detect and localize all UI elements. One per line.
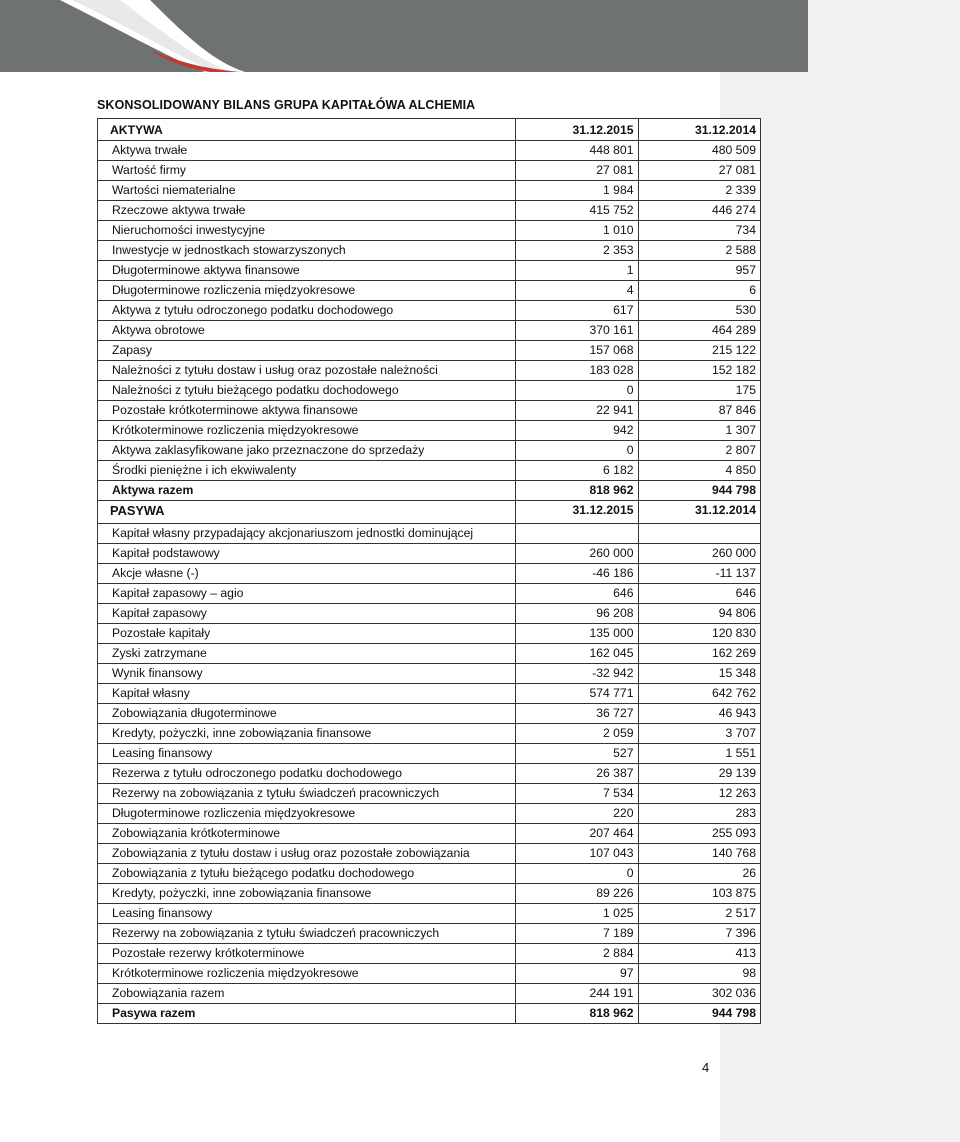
table-row (98, 904, 761, 924)
table-row (98, 784, 761, 804)
row-label: Należności z tytułu dostaw i usług oraz pozostałe należności (98, 361, 516, 381)
table-row (98, 161, 761, 181)
value-2014: 29 139 (638, 764, 761, 784)
pasywa-header-label: PASYWA (98, 501, 516, 524)
value-2014: 6 (638, 281, 761, 301)
row-label: Długoterminowe rozliczenia międzyokresowe (98, 804, 516, 824)
table-row (98, 964, 761, 984)
value-2014: 734 (638, 221, 761, 241)
value-2014: 7 396 (638, 924, 761, 944)
table-row (98, 624, 761, 644)
value-2014: 12 263 (638, 784, 761, 804)
table-row (98, 201, 761, 221)
table-row (98, 744, 761, 764)
value-2014: -11 137 (638, 564, 761, 584)
value-2014: 413 (638, 944, 761, 964)
row-label: Krótkoterminowe rozliczenia międzyokresowe (98, 421, 516, 441)
table-row (98, 401, 761, 421)
aktywa-total-row (98, 481, 761, 501)
table-row (98, 924, 761, 944)
krotko-header-v2: 255 093 (638, 824, 761, 844)
row-label: Rzeczowe aktywa trwałe (98, 201, 516, 221)
kapital-total-label: Kapitał własny (98, 684, 516, 704)
row-label: Pozostałe kapitały (98, 624, 516, 644)
table-row (98, 421, 761, 441)
balance-sheet-table (97, 118, 761, 1024)
row-label: Nieruchomości inwestycyjne (98, 221, 516, 241)
row-label: Zobowiązania z tytułu bieżącego podatku dochodowego (98, 864, 516, 884)
row-label: Akcje własne (-) (98, 564, 516, 584)
table-row (98, 844, 761, 864)
value-2015: 448 801 (516, 141, 638, 161)
dlugo-header-v1: 36 727 (516, 704, 638, 724)
row-label: Pozostałe rezerwy krótkoterminowe (98, 944, 516, 964)
table-row (98, 301, 761, 321)
table-row (98, 381, 761, 401)
row-label: Rezerwy na zobowiązania z tytułu świadczeń pracowniczych (98, 924, 516, 944)
value-2014: 15 348 (638, 664, 761, 684)
row-label: Zyski zatrzymane (98, 644, 516, 664)
table-row (98, 261, 761, 281)
zobowiazania-total-v1: 244 191 (516, 984, 638, 1004)
value-2014: 103 875 (638, 884, 761, 904)
row-label: Kapitał zapasowy (98, 604, 516, 624)
value-2014: 215 122 (638, 341, 761, 361)
value-2014: 98 (638, 964, 761, 984)
value-2015: 415 752 (516, 201, 638, 221)
pasywa-total-row (98, 1004, 761, 1024)
value-2014: 2 807 (638, 441, 761, 461)
table-row (98, 764, 761, 784)
value-2015: 157 068 (516, 341, 638, 361)
value-2015: 527 (516, 744, 638, 764)
value-2015: 1 010 (516, 221, 638, 241)
table-row (98, 884, 761, 904)
row-label: Kredyty, pożyczki, inne zobowiązania finansowe (98, 724, 516, 744)
pasywa-total-v1: 818 962 (516, 1004, 638, 1024)
table-row (98, 321, 761, 341)
zobowiazania-total-label: Zobowiązania razem (98, 984, 516, 1004)
value-2015: 2 353 (516, 241, 638, 261)
value-2014: 2 339 (638, 181, 761, 201)
row-label: Wartości niematerialne (98, 181, 516, 201)
value-2014: 120 830 (638, 624, 761, 644)
row-label: Pozostałe krótkoterminowe aktywa finansowe (98, 401, 516, 421)
swoosh-decoration-icon (0, 0, 260, 72)
value-2015: 7 534 (516, 784, 638, 804)
dlugo-header-row (98, 704, 761, 724)
table-row (98, 544, 761, 564)
value-2015: 1 025 (516, 904, 638, 924)
row-label: Wartość firmy (98, 161, 516, 181)
value-2015: 26 387 (516, 764, 638, 784)
value-2015: -32 942 (516, 664, 638, 684)
value-2015: 96 208 (516, 604, 638, 624)
document-title: SKONSOLIDOWANY BILANS GRUPA KAPITAŁÓWA ALCHEMIA (97, 98, 476, 112)
value-2014: 140 768 (638, 844, 761, 864)
row-label: Należności z tytułu bieżącego podatku dochodowego (98, 381, 516, 401)
value-2015: 22 941 (516, 401, 638, 421)
zobowiazania-total-v2: 302 036 (638, 984, 761, 1004)
table-row (98, 341, 761, 361)
table-row (98, 441, 761, 461)
value-2015: 370 161 (516, 321, 638, 341)
pasywa-header-col1: 31.12.2015 (516, 501, 638, 524)
aktywa-total-v2: 944 798 (638, 481, 761, 501)
value-2014: 1 307 (638, 421, 761, 441)
krotko-rows (98, 844, 761, 984)
krotko-header-v1: 207 464 (516, 824, 638, 844)
pasywa-header-row (98, 501, 761, 524)
value-2014: 446 274 (638, 201, 761, 221)
pasywa-total-label: Pasywa razem (98, 1004, 516, 1024)
value-2015: 220 (516, 804, 638, 824)
pasywa-header-col2: 31.12.2014 (638, 501, 761, 524)
value-2014: 283 (638, 804, 761, 824)
page-number: 4 (702, 1060, 710, 1075)
kapital-total-v2: 642 762 (638, 684, 761, 704)
table-row (98, 944, 761, 964)
pasywa-total-v2: 944 798 (638, 1004, 761, 1024)
value-2015: 1 984 (516, 181, 638, 201)
dlugo-rows (98, 724, 761, 824)
value-2014: 464 289 (638, 321, 761, 341)
table-row (98, 181, 761, 201)
kapital-total-v1: 574 771 (516, 684, 638, 704)
table-row (98, 604, 761, 624)
value-2014: 480 509 (638, 141, 761, 161)
table-row (98, 141, 761, 161)
row-label: Zobowiązania z tytułu dostaw i usług oraz pozostałe zobowiązania (98, 844, 516, 864)
aktywa-total-label: Aktywa razem (98, 481, 516, 501)
header-banner (0, 0, 808, 72)
value-2014: 260 000 (638, 544, 761, 564)
row-label: Aktywa z tytułu odroczonego podatku dochodowego (98, 301, 516, 321)
value-2015: 183 028 (516, 361, 638, 381)
aktywa-header-col2: 31.12.2014 (638, 119, 761, 141)
row-label: Aktywa trwałe (98, 141, 516, 161)
value-2014: 1 551 (638, 744, 761, 764)
value-2014: 94 806 (638, 604, 761, 624)
kapital-rows (98, 544, 761, 684)
value-2014: 87 846 (638, 401, 761, 421)
value-2015: 2 059 (516, 724, 638, 744)
value-2015: 2 884 (516, 944, 638, 964)
table-row (98, 584, 761, 604)
table-row (98, 804, 761, 824)
row-label: Zapasy (98, 341, 516, 361)
row-label: Kapitał podstawowy (98, 544, 516, 564)
table-row (98, 664, 761, 684)
value-2014: 175 (638, 381, 761, 401)
value-2015: 0 (516, 864, 638, 884)
table-row (98, 564, 761, 584)
aktywa-header-label: AKTYWA (98, 119, 516, 141)
value-2015: 4 (516, 281, 638, 301)
value-2015: 646 (516, 584, 638, 604)
value-2015: 107 043 (516, 844, 638, 864)
row-label: Aktywa zaklasyfikowane jako przeznaczone do sprzedaży (98, 441, 516, 461)
value-2014: 2 588 (638, 241, 761, 261)
value-2014: 2 517 (638, 904, 761, 924)
row-label: Inwestycje w jednostkach stowarzyszonych (98, 241, 516, 261)
row-label: Długoterminowe aktywa finansowe (98, 261, 516, 281)
value-2014: 4 850 (638, 461, 761, 481)
value-2014: 957 (638, 261, 761, 281)
value-2015: 27 081 (516, 161, 638, 181)
row-label: Leasing finansowy (98, 744, 516, 764)
value-2014: 646 (638, 584, 761, 604)
value-2014: 27 081 (638, 161, 761, 181)
value-2015: 162 045 (516, 644, 638, 664)
value-2015: 942 (516, 421, 638, 441)
value-2015: 617 (516, 301, 638, 321)
table-row (98, 724, 761, 744)
value-2015: 7 189 (516, 924, 638, 944)
table-row (98, 864, 761, 884)
row-label: Wynik finansowy (98, 664, 516, 684)
aktywa-rows (98, 141, 761, 481)
value-2015: 6 182 (516, 461, 638, 481)
row-label: Rezerwa z tytułu odroczonego podatku dochodowego (98, 764, 516, 784)
value-2015: -46 186 (516, 564, 638, 584)
value-2014: 162 269 (638, 644, 761, 664)
value-2014: 530 (638, 301, 761, 321)
row-label: Rezerwy na zobowiązania z tytułu świadczeń pracowniczych (98, 784, 516, 804)
row-label: Kapitał zapasowy – agio (98, 584, 516, 604)
table-row (98, 241, 761, 261)
row-label: Krótkoterminowe rozliczenia międzyokresowe (98, 964, 516, 984)
value-2015: 0 (516, 381, 638, 401)
table-row (98, 221, 761, 241)
row-label: Środki pieniężne i ich ekwiwalenty (98, 461, 516, 481)
zobowiazania-total-row (98, 984, 761, 1004)
krotko-header-row (98, 824, 761, 844)
table-row (98, 644, 761, 664)
row-label: Kredyty, pożyczki, inne zobowiązania finansowe (98, 884, 516, 904)
kapital-header-label: Kapitał własny przypadający akcjonariuszom jednostki dominującej (98, 524, 516, 544)
kapital-total-row (98, 684, 761, 704)
value-2015: 97 (516, 964, 638, 984)
value-2015: 260 000 (516, 544, 638, 564)
kapital-header-row (98, 524, 761, 544)
krotko-header-label: Zobowiązania krótkoterminowe (98, 824, 516, 844)
aktywa-total-v1: 818 962 (516, 481, 638, 501)
row-label: Długoterminowe rozliczenia międzyokresowe (98, 281, 516, 301)
value-2015: 89 226 (516, 884, 638, 904)
value-2014: 26 (638, 864, 761, 884)
aktywa-header-col1: 31.12.2015 (516, 119, 638, 141)
row-label: Leasing finansowy (98, 904, 516, 924)
dlugo-header-v2: 46 943 (638, 704, 761, 724)
value-2014: 3 707 (638, 724, 761, 744)
value-2015: 1 (516, 261, 638, 281)
aktywa-header-row (98, 119, 761, 141)
value-2015: 0 (516, 441, 638, 461)
value-2015: 135 000 (516, 624, 638, 644)
value-2014: 152 182 (638, 361, 761, 381)
table-row (98, 281, 761, 301)
row-label: Aktywa obrotowe (98, 321, 516, 341)
table-row (98, 461, 761, 481)
dlugo-header-label: Zobowiązania długoterminowe (98, 704, 516, 724)
table-row (98, 361, 761, 381)
